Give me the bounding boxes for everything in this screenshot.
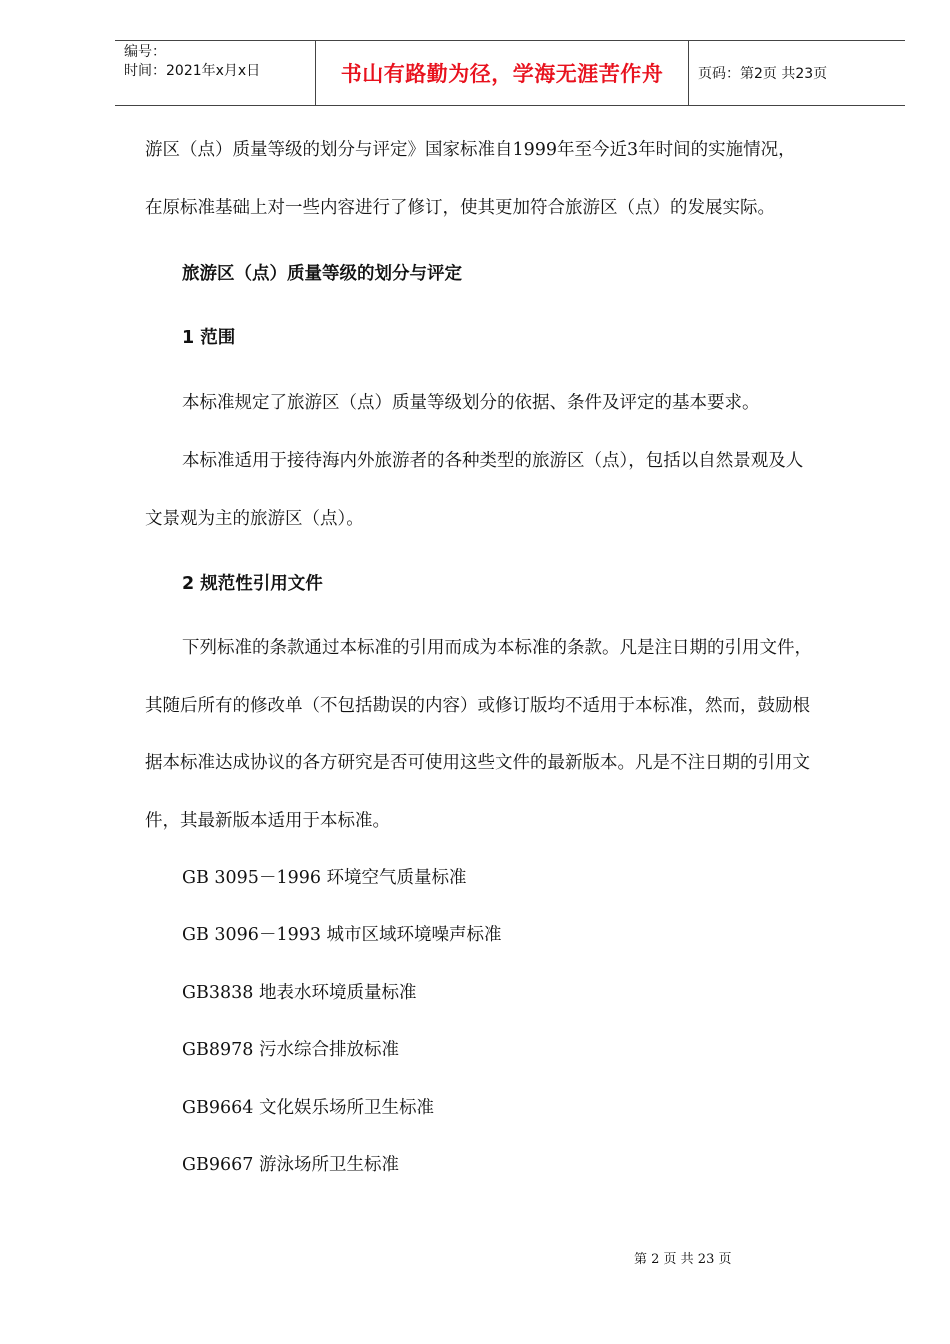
paragraph-line: 其随后所有的修改单（不包括勘误的内容）或修订版均不适用于本标准，然而，鼓励根	[145, 696, 810, 716]
section-heading-normative-references: 2 规范性引用文件	[182, 574, 323, 594]
reference-item: GB 3095－1996 环境空气质量标准	[182, 868, 467, 888]
doc-time-label: 时间：2021年x月x日	[124, 63, 261, 79]
header-motto: 书山有路勤为径，学海无涯苦作舟	[340, 62, 664, 86]
reference-item: GB9664 文化娱乐场所卫生标准	[182, 1098, 434, 1118]
page-footer: 第 2 页 共 23 页	[634, 1252, 732, 1267]
reference-item: GB3838 地表水环境质量标准	[182, 983, 417, 1003]
document-title: 旅游区（点）质量等级的划分与评定	[182, 264, 462, 284]
paragraph-line: 在原标准基础上对一些内容进行了修订，使其更加符合旅游区（点）的发展实际。	[145, 198, 775, 218]
reference-item: GB 3096－1993 城市区域环境噪声标准	[182, 925, 502, 945]
paragraph-line: 件，其最新版本适用于本标准。	[145, 811, 390, 831]
paragraph-line: 本标准适用于接待海内外旅游者的各种类型的旅游区（点），包括以自然景观及人	[182, 451, 804, 471]
header-meta	[115, 41, 316, 105]
section-heading-scope: 1 范围	[182, 328, 236, 348]
paragraph-line: 游区（点）质量等级的划分与评定》国家标准自1999年至今近3年时间的实施情况，	[145, 140, 796, 160]
paragraph-line: 本标准规定了旅游区（点）质量等级划分的依据、条件及评定的基本要求。	[182, 393, 760, 413]
reference-item: GB9667 游泳场所卫生标准	[182, 1155, 399, 1175]
header-page-info: 页码：第2页 共23页	[698, 66, 828, 82]
paragraph-line: 文景观为主的旅游区（点）。	[145, 509, 364, 529]
reference-item: GB8978 污水综合排放标准	[182, 1040, 399, 1060]
header-page-info-cell	[689, 41, 905, 105]
doc-number-label: 编号：	[124, 44, 166, 60]
paragraph-line: 据本标准达成协议的各方研究是否可使用这些文件的最新版本。凡是不注日期的引用文	[145, 753, 810, 773]
page-header	[115, 40, 905, 106]
header-motto-cell	[316, 41, 689, 105]
paragraph-line: 下列标准的条款通过本标准的引用而成为本标准的条款。凡是注日期的引用文件，	[182, 638, 812, 658]
